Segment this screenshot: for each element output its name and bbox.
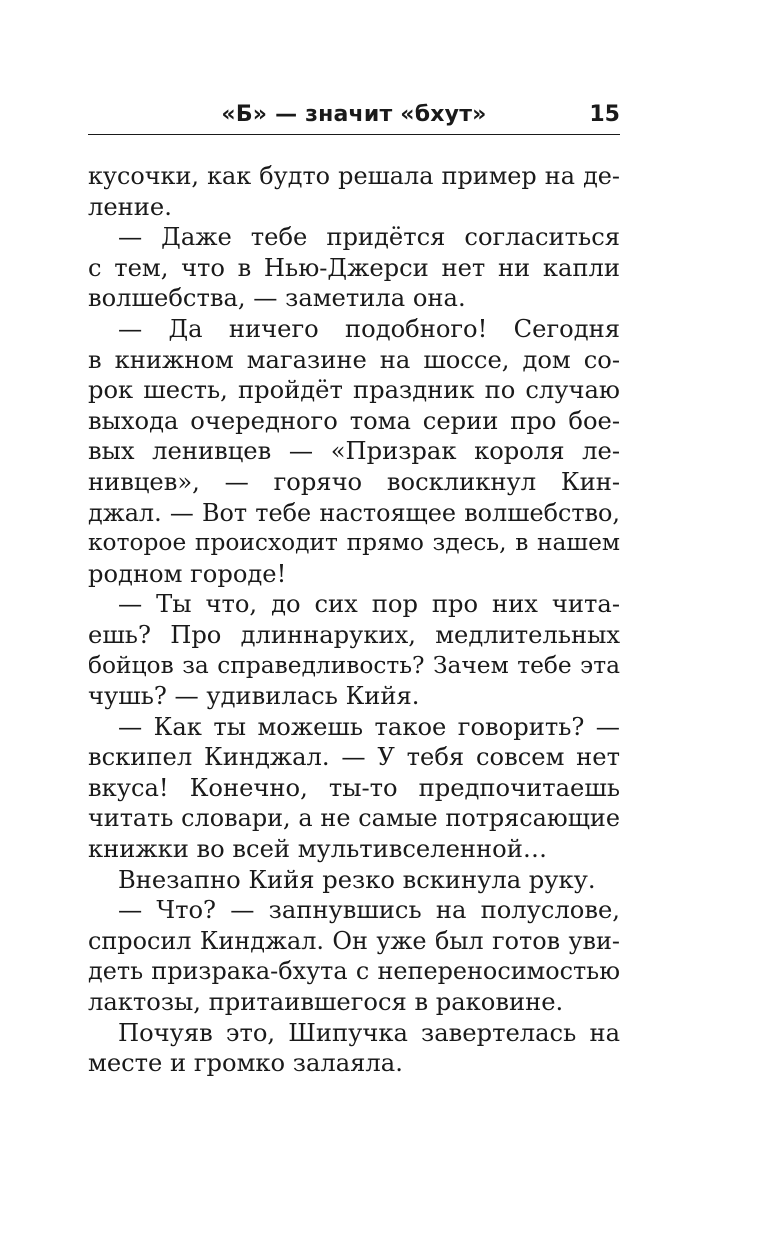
text-line: месте и громко залаяла.: [88, 1049, 403, 1078]
text-line: вкуса! Конечно, ты-то предпочитаешь: [88, 773, 620, 802]
text-line: волшебства, — заметила она.: [88, 284, 466, 313]
text-line: читать словари, а не самые потрясающие: [88, 804, 620, 833]
text-line: деть призрака-бхута с непереносимостью: [88, 957, 620, 986]
text-line: кусочки, как будто решала пример на де-: [88, 162, 620, 190]
text-line: — Да ничего подобного! Сегодня: [118, 314, 620, 343]
text-line: — Как ты можешь такое говорить? —: [118, 712, 620, 741]
text-line: джал. — Вот тебе настоящее волшебство,: [88, 498, 620, 527]
text-line: вых ленивцев — «Призрак короля ле-: [88, 437, 620, 466]
text-line: книжки во всей мультивселенной…: [88, 835, 548, 864]
text-line: ление.: [88, 192, 172, 221]
text-line: ешь? Про длиннаруких, медлительных: [88, 620, 620, 649]
text-line: в книжном магазине на шоссе, дом со-: [88, 345, 620, 374]
header-rule: [88, 134, 620, 135]
text-line: с тем, что в Нью-Джерси нет ни капли: [88, 253, 620, 282]
text-line: — Ты что, до сих пор про них чита-: [118, 590, 620, 619]
text-line: выхода очередного тома серии про бое-: [88, 406, 620, 435]
text-line: — Даже тебе придётся согласиться: [118, 223, 620, 252]
body-text: [88, 161, 620, 1079]
text-line: которое происходит прямо здесь, в нашем: [88, 529, 620, 557]
text-line: вскипел Кинджал. — У тебя совсем нет: [88, 743, 620, 772]
text-line: родном городе!: [88, 559, 287, 588]
text-line: спросил Кинджал. Он уже был готов уви-: [88, 926, 620, 955]
text-line: бойцов за справедливость? Зачем тебе эта: [88, 651, 620, 679]
text-line: Внезапно Кийя резко вскинула руку.: [118, 865, 596, 894]
text-line: нивцев», — горячо воскликнул Кин-: [88, 467, 620, 496]
running-title: «Б» — значит «бхут»: [221, 102, 487, 127]
text-line: рок шесть, пройдёт праздник по случаю: [88, 376, 620, 405]
text-line: чушь? — удивилась Кийя.: [88, 682, 420, 711]
text-line: Почуяв это, Шипучка завертелась на: [118, 1018, 620, 1047]
text-line: лактозы, притаившегося в раковине.: [88, 988, 564, 1017]
page-number: 15: [589, 102, 620, 127]
text-line: — Что? — запнувшись на полуслове,: [118, 896, 620, 925]
running-head: [88, 96, 620, 136]
